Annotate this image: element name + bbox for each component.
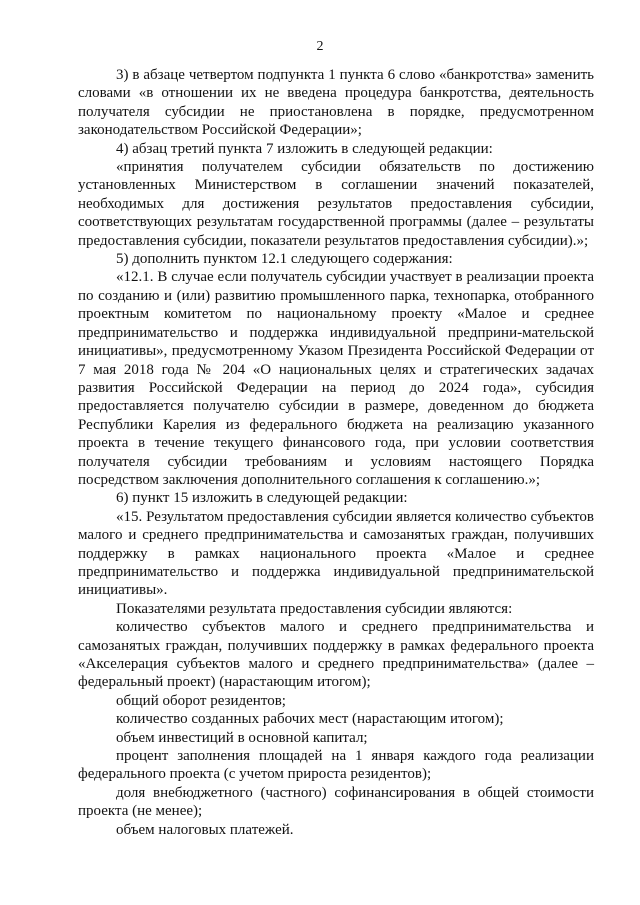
paragraph-indicator-investment: объем инвестиций в основной капитал; — [116, 729, 368, 746]
paragraph-indicator-jobs: количество созданных рабочих мест (нарастающим итогом); — [116, 711, 504, 728]
paragraph-quote-7-3: «принятия получателем субсидии обязательств по достижению установленных Министерством в соглашении значений показателей, необходимых для достижения результатов предоставления субсидии, соответствующих результатам государственной программы (далее – результаты предоставления субсидии, показатели результатов предоставления субсидии).»; — [78, 159, 594, 249]
paragraph-indicator-subjects: количество субъектов малого и среднего предпринимательства и самозанятых граждан, получивших поддержку в рамках федерального проекта «Акселерация субъектов малого и среднего предпринимательства» (далее – федеральный проект) (нарастающим итогом); — [78, 619, 594, 691]
paragraph-quote-15: «15. Результатом предоставления субсидии является количество субъектов малого и среднего предпринимательства и самозанятых граждан, получивших поддержку в рамках национального проекта «Малое и среднее предпринимательство и поддержка индивидуальной предпринимательской инициативы». — [78, 508, 594, 599]
paragraph-quote-12-1: «12.1. В случае если получатель субсидии участвует в реализации проекта по созданию и (или) развитию промышленного парка, технопарка, отобранного проектным комитетом по национальному проекту «Малое и среднее предпринимательство и поддержка индивидуальной предприни-мательской инициативы», предусмотренному Указом Президента Российской Федерации от 7 мая 2018 года № 204 «О национальных целях и стратегических задачах развития Российской Федерации на период до 2024 года», субсидия предоставляется получателю субсидии в размере, доведенном до бюджета Республики Карелия из федерального бюджета на реализацию указанного проекта в течение текущего финансового года, при условии соответствия получателя субсидии требованиям и условиям настоящего Порядка посредством заключения дополнительного соглашения к соглашению.»; — [78, 269, 594, 488]
paragraph-item-6: 6) пункт 15 изложить в следующей редакции: — [116, 490, 408, 507]
paragraph-item-5: 5) дополнить пунктом 12.1 следующего содержания: — [116, 251, 453, 268]
page-number: 2 — [316, 39, 324, 54]
paragraph-item-4: 4) абзац третий пункта 7 изложить в следующей редакции: — [116, 140, 493, 157]
document-body — [78, 66, 594, 839]
paragraph-indicator-turnover: общий оборот резидентов; — [116, 692, 286, 709]
paragraph-indicators-intro: Показателями результата предоставления субсидии являются: — [116, 600, 513, 617]
paragraph-item-3: 3) в абзаце четвертом подпункта 1 пункта 6 слово «банкротства» заменить словами «в отношении их не введена процедура банкротства, деятельность получателя субсидии не приостановлена в порядке, предусмотренном законодательством Российской Федерации»; — [78, 67, 594, 139]
paragraph-indicator-cofinancing: доля внебюджетного (частного) софинансирования в общей стоимости проекта (не менее); — [78, 784, 594, 820]
paragraph-indicator-taxes: объем налоговых платежей. — [116, 821, 294, 838]
paragraph-indicator-occupancy: процент заполнения площадей на 1 января каждого года реализации федерального проекта (с учетом прироста резидентов); — [78, 748, 594, 783]
